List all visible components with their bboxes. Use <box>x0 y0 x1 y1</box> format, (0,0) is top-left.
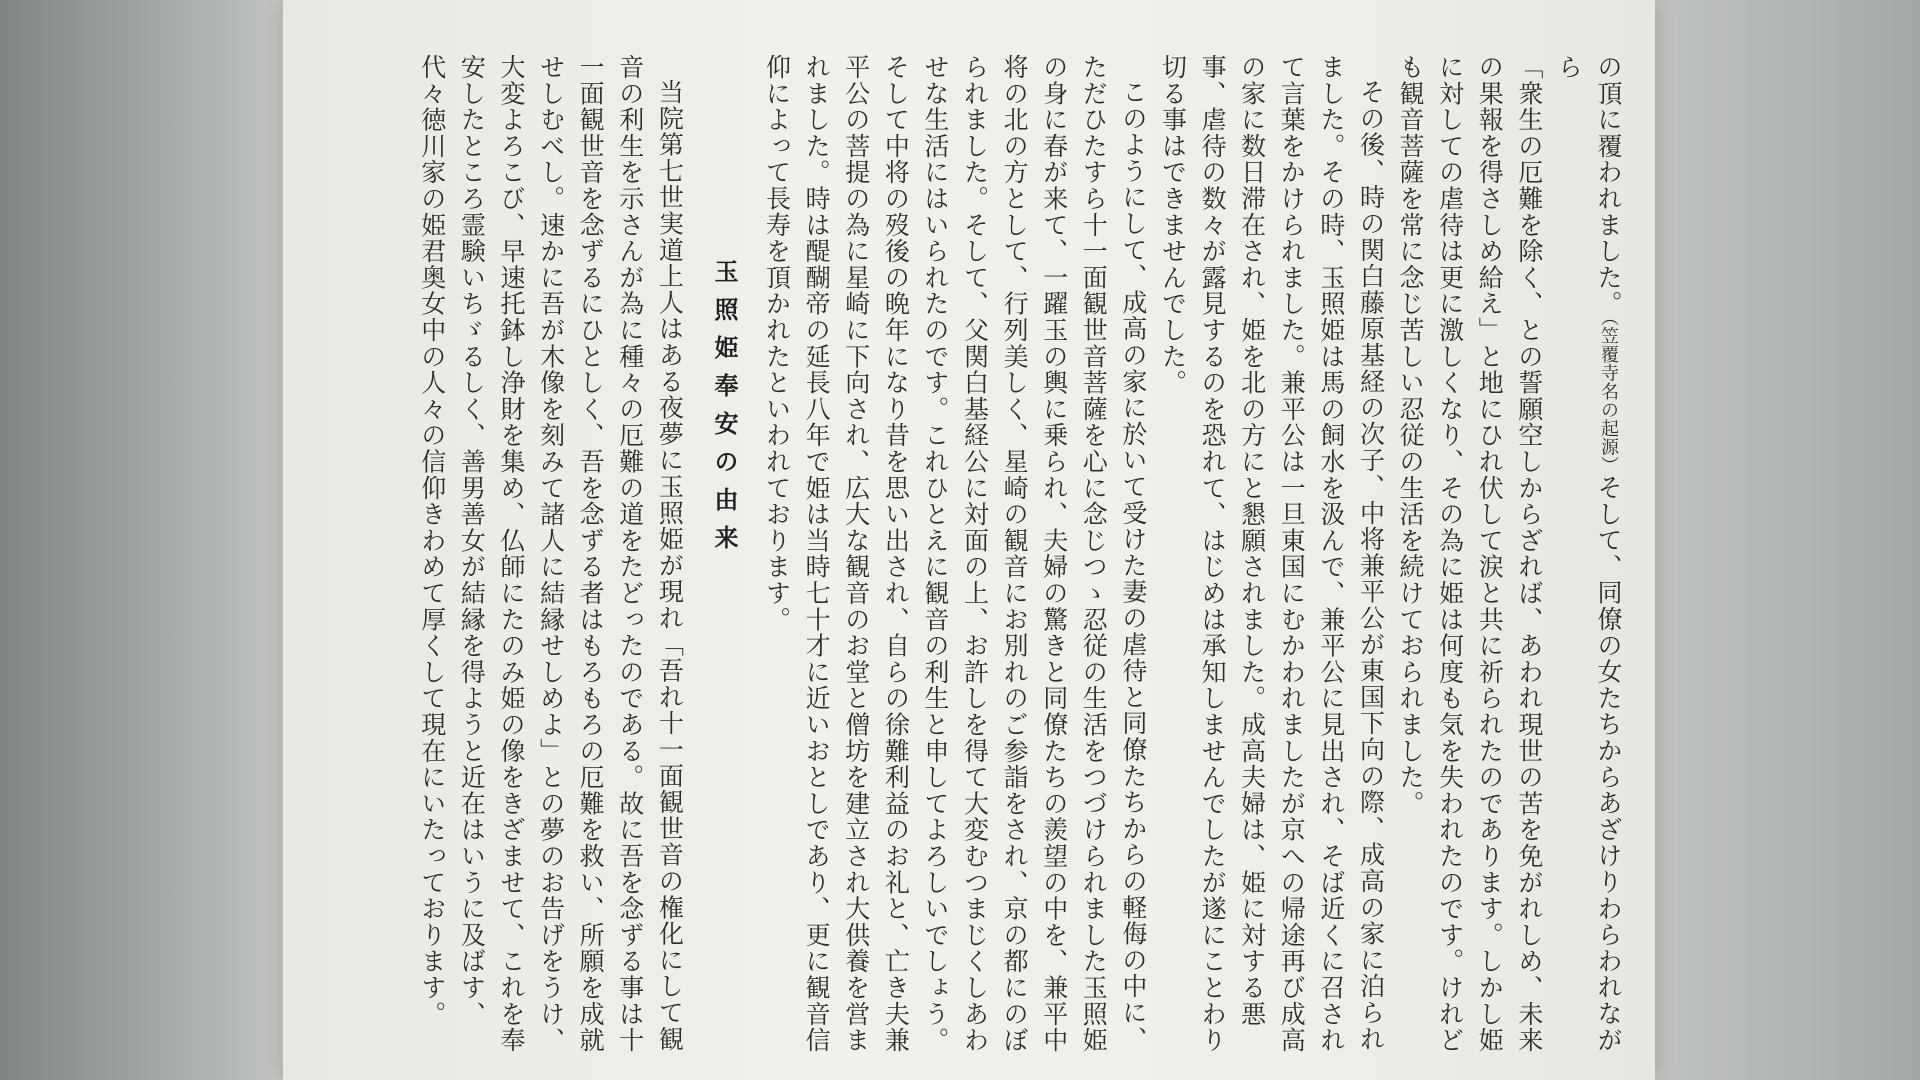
vertical-text-body <box>358 54 1628 1054</box>
line-1-head: の頂に覆われました。 <box>1594 54 1623 317</box>
background-left <box>0 0 285 1080</box>
paragraph-2: 「衆生の厄難を除く、との誓願空しからざれば、あわれ現世の苦を免がれしめ、未来の果報を得さしめ給え」と地にひれ伏して涙と共に祈られたのであります。しかし姫に対しての虐待は更に激しくなり、その為に姫は何度も気を失われたのです。けれども観音菩薩を常に念じ苦しい忍従の生活を続けておられました。 <box>1396 54 1544 1054</box>
paragraph-3: その後、時の関白藤原基経の次子、中将兼平公が東国下向の際、成高の家に泊られました。その時、玉照姫は馬の飼水を汲んで、兼平公に見出され、そば近くに召されて言葉をかけられました。兼平公は一旦東国にむかわれましたが京への帰途再び成高の家に数日滞在され、姫を北の方にと懇願されました。成高夫婦は、姫に対する悪事、虐待の数々が露見するのを恐れて、はじめは承知しませんでしたが遂にことわり切る事はできませんでした。 <box>1158 54 1386 1054</box>
document-page <box>283 0 1655 1080</box>
line-1-tail: そして、同僚の女たちからあざけりわらわれながら <box>1554 54 1623 1054</box>
section-heading-line <box>703 54 743 1054</box>
paragraph-5: 当院第七世実道上人はある夜夢に玉照姫が現れ「吾れ十一面観世音の権化にして観音の利生を示さんが為に種々の厄難の道をたどったのである。故に吾を念ずる事は十一面観世音を念ずるにひとしく、吾を念ずる者はもろもろの厄難を救い、所願を成就せしむべし。速かに吾が木像を刻みて諸人に結縁せしめよ」との夢のお告げをうけ、大変よろこび、早速托鉢し浄財を集め、仏師にたのみ姫の像をきざませて、これを奉安したところ霊験いちゞるしく、善男善女が結縁を得ようと近在はいうに及ばす、代々徳川家の姫君奥女中の人々の信仰きわめて厚くして現在にいたっております。 <box>417 54 685 1054</box>
origin-note: （笠覆寺名の起源） <box>1598 317 1619 475</box>
paragraph-1 <box>1549 54 1628 1054</box>
background-right <box>1655 0 1920 1080</box>
paragraph-4: このようにして、成高の家に於いて受けた妻の虐待と同僚たちからの軽侮の中に、ただひたすら十一面観世音菩薩を心に念じつゝ忍従の生活をつづけられました玉照姫の身に春が来て、一躍玉の輿に乗られ、夫婦の驚きと同僚たちの羨望の中を、兼平中将の北の方として、行列美しく、星崎の観音にお別れのご参詣をされ、京の都にのぼられました。そして、父関白基経公に対面の上、お許しを得て大変むつまじくしあわせな生活にはいられたのです。これひとえに観音の利生と申してよろしいでしょう。そして中将の歿後の晩年になり昔を思い出され、自らの徐難利益のお礼と、亡き夫兼平公の菩提の為に星崎に下向され、広大な観音のお堂と僧坊を建立され大供養を営まれました。時は醍醐帝の延長八年で姫は当時七十才に近いおとしであり、更に観音信仰によって長寿を頂かれたといわれております。 <box>762 54 1148 1054</box>
section-title: 玉照姫奉安の由来 <box>709 259 738 563</box>
